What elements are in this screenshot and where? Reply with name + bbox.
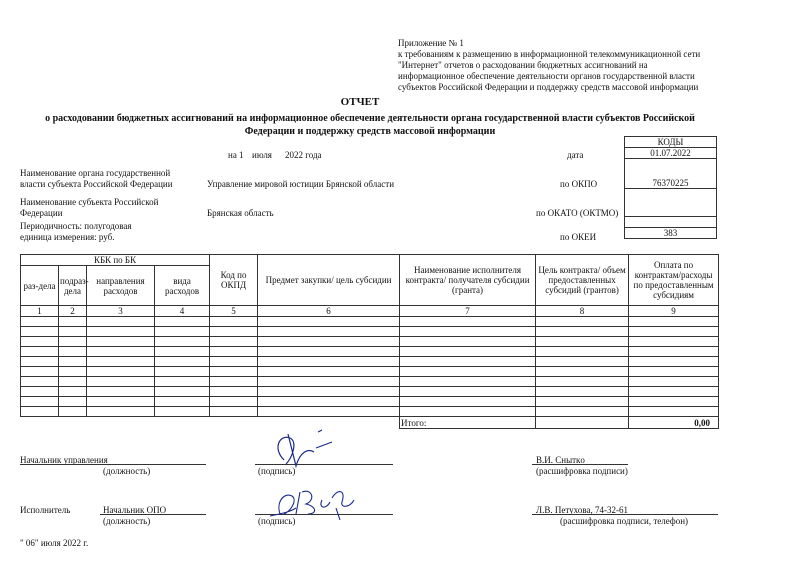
col-napr: направления расходов <box>87 266 155 306</box>
col-vid: вида расходов <box>155 266 210 306</box>
executor-signature-image <box>266 478 358 522</box>
executor-position-caption: (должность) <box>103 516 151 526</box>
executor-decode-line <box>532 514 718 515</box>
num-cell: 3 <box>87 306 155 317</box>
col-podrazdel: подраз-дела <box>59 266 87 306</box>
col-executor: Наименование исполнителя контракта/ получателя субсидии (гранта) <box>400 255 536 306</box>
chief-label: Начальник управления <box>20 455 108 465</box>
executor-position: Начальник ОПО <box>103 505 167 515</box>
appendix-block <box>398 38 700 93</box>
num-cell: 9 <box>629 306 719 317</box>
subject-label-line-1: Наименование субъекта Российской <box>20 197 159 207</box>
appendix-line-3: "Интернет" отчетов о расходовании бюджетных ассигнований на <box>398 60 648 70</box>
executor-label: Исполнитель <box>20 505 71 515</box>
appendix-line-2: к требованиям к размещению в информационной телекоммуникационной сети <box>398 49 701 59</box>
table-row <box>21 377 719 387</box>
org-label <box>20 168 173 190</box>
subject-label <box>20 197 158 219</box>
date-year: 2022 года <box>285 150 322 160</box>
okei-label: по ОКЕИ <box>560 232 597 242</box>
chief-position-line <box>20 464 206 465</box>
table-row <box>21 387 719 397</box>
executor-decode-caption: (расшифровка подписи, телефон) <box>560 516 689 526</box>
table-row <box>21 347 719 357</box>
periodicity: Периодичность: полугодовая <box>20 221 132 231</box>
chief-signature-image <box>262 428 334 472</box>
num-cell: 5 <box>210 306 258 317</box>
table-row <box>21 367 719 377</box>
num-cell: 2 <box>59 306 87 317</box>
col-razdel: раз-дела <box>21 266 59 306</box>
codes-oktmo <box>625 189 717 217</box>
report-subtitle: о расходовании бюджетных ассигнований на информационное обеспечение деятельности органа государственной власти субъектов Российской Федерации и поддержку средств массовой информации <box>45 113 695 137</box>
okpo-label: по ОКПО <box>560 179 598 189</box>
date-na: на 1 <box>228 150 244 160</box>
num-cell: 4 <box>155 306 210 317</box>
expenses-table <box>20 254 719 429</box>
codes-period <box>625 217 717 228</box>
date-label: дата <box>567 150 584 160</box>
appendix-line-1: Приложение № 1 <box>398 38 464 48</box>
report-title: ОТЧЕТ <box>340 96 380 108</box>
codes-okpo: 76370225 <box>625 159 717 189</box>
codes-okei: 383 <box>625 228 717 239</box>
executor-name: Л.В. Петухова, 74-32-61 <box>536 505 628 515</box>
codes-date: 01.07.2022 <box>625 148 717 159</box>
table-row <box>21 397 719 407</box>
appendix-line-5: субъектов Российской Федерации и поддержку средств массовой информации <box>398 82 699 92</box>
num-cell: 6 <box>258 306 400 317</box>
executor-signature-caption: (подпись) <box>258 516 296 526</box>
chief-name: В.И. Сныткo <box>536 455 585 465</box>
executor-position-line <box>100 514 206 515</box>
table-row <box>21 317 719 327</box>
codes-header: КОДЫ <box>625 137 717 148</box>
col-goal: Цель контракта/ объем предоставленных субсидий (грантов) <box>536 255 629 306</box>
chief-signature-caption: (подпись) <box>258 466 296 476</box>
table-row <box>21 337 719 347</box>
chief-decode-caption: (расшифровка подписи) <box>536 466 628 476</box>
total-row <box>21 417 719 429</box>
kbk-header: КБК по БК <box>21 255 210 266</box>
date-month: июля <box>252 150 272 160</box>
subject-label-line-2: Федерации <box>20 208 63 218</box>
col-okpd: Код по ОКПД <box>210 255 258 306</box>
chief-decode-line <box>532 464 628 465</box>
org-value: Управление мировой юстиции Брянской области <box>207 179 395 189</box>
num-cell: 1 <box>21 306 59 317</box>
table-row <box>21 407 719 417</box>
num-cell: 7 <box>400 306 536 317</box>
unit-label: единица измерения: руб. <box>20 232 115 242</box>
oktmo-label: по ОКАТО (ОКТМО) <box>536 208 619 218</box>
subject-value: Брянская область <box>207 208 274 218</box>
table-row <box>21 327 719 337</box>
appendix-line-4: информационное обеспечение деятельности органов государственной власти <box>398 71 695 81</box>
org-label-line-2: власти субъекта Российской Федерации <box>20 179 173 189</box>
num-cell: 8 <box>536 306 629 317</box>
col-subject: Предмет закупки/ цель субсидии <box>258 255 400 306</box>
report-date: " 06" июля 2022 г. <box>20 538 89 548</box>
total-value: 0,00 <box>629 417 719 429</box>
org-label-line-1: Наименование органа государственной <box>20 168 171 178</box>
table-row <box>21 357 719 367</box>
col-payment: Оплата по контрактам/расходы по предоставленным субсидиям <box>629 255 719 306</box>
codes-table <box>624 136 717 239</box>
total-label: Итого: <box>400 417 536 429</box>
chief-position-caption: (должность) <box>103 466 151 476</box>
